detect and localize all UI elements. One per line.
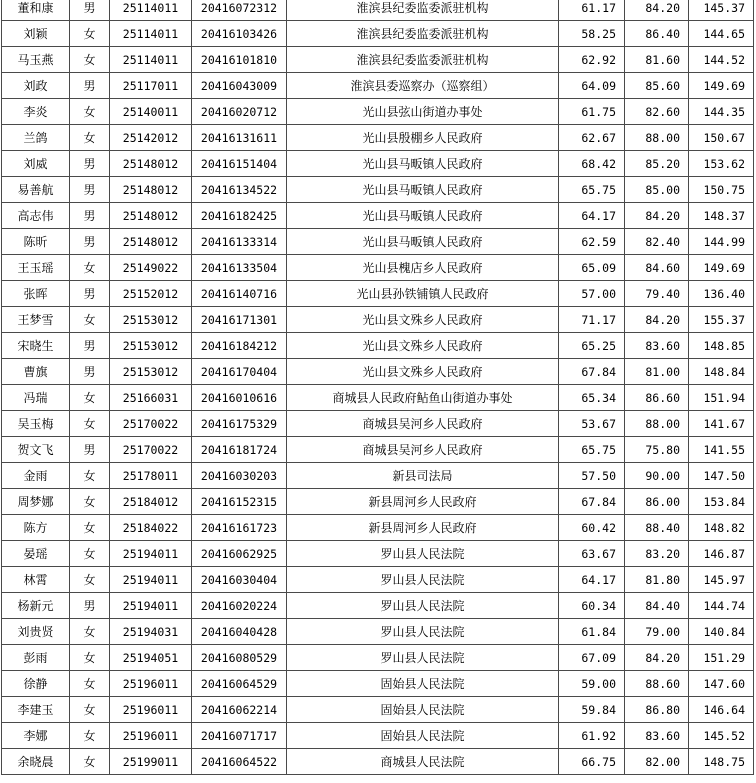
unit-cell: 新县司法局 [287,463,559,489]
unit-cell: 罗山县人民法院 [287,541,559,567]
interview-score-cell: 83.20 [625,541,689,567]
interview-score-cell: 85.60 [625,73,689,99]
unit-cell: 光山县孙铁铺镇人民政府 [287,281,559,307]
total-score-cell: 148.82 [689,515,754,541]
written-score-cell: 61.84 [559,619,625,645]
unit-cell: 光山县槐店乡人民政府 [287,255,559,281]
name-cell: 马玉燕 [2,47,70,73]
total-score-cell: 145.97 [689,567,754,593]
interview-score-cell: 84.60 [625,255,689,281]
total-score-cell: 155.37 [689,307,754,333]
name-cell: 金雨 [2,463,70,489]
name-cell: 兰鸽 [2,125,70,151]
table-row [2,593,754,619]
position-code-cell: 25153012 [110,307,192,333]
exam-id-cell: 20416010616 [192,385,287,411]
written-score-cell: 61.17 [559,0,625,21]
gender-cell: 女 [70,671,110,697]
unit-cell: 新县周河乡人民政府 [287,489,559,515]
gender-cell: 男 [70,73,110,99]
position-code-cell: 25196011 [110,723,192,749]
exam-id-cell: 20416152315 [192,489,287,515]
interview-score-cell: 81.80 [625,567,689,593]
total-score-cell: 150.67 [689,125,754,151]
table-row [2,99,754,125]
table-body [2,0,754,775]
position-code-cell: 25153012 [110,333,192,359]
exam-id-cell: 20416020712 [192,99,287,125]
interview-score-cell: 79.00 [625,619,689,645]
unit-cell: 淮滨县委巡察办（巡察组） [287,73,559,99]
position-code-cell: 25184012 [110,489,192,515]
name-cell: 李炎 [2,99,70,125]
name-cell: 周梦娜 [2,489,70,515]
gender-cell: 男 [70,177,110,203]
exam-id-cell: 20416062925 [192,541,287,567]
table-row [2,619,754,645]
position-code-cell: 25114011 [110,21,192,47]
unit-cell: 光山县弦山街道办事处 [287,99,559,125]
gender-cell: 女 [70,255,110,281]
table-row [2,47,754,73]
written-score-cell: 57.50 [559,463,625,489]
gender-cell: 女 [70,489,110,515]
unit-cell: 淮滨县纪委监委派驻机构 [287,0,559,21]
position-code-cell: 25148012 [110,177,192,203]
position-code-cell: 25148012 [110,151,192,177]
table-row [2,541,754,567]
exam-id-cell: 20416101810 [192,47,287,73]
written-score-cell: 65.25 [559,333,625,359]
interview-score-cell: 86.40 [625,21,689,47]
exam-id-cell: 20416040428 [192,619,287,645]
written-score-cell: 62.92 [559,47,625,73]
exam-id-cell: 20416072312 [192,0,287,21]
unit-cell: 光山县马畈镇人民政府 [287,151,559,177]
position-code-cell: 25199011 [110,749,192,775]
interview-score-cell: 84.20 [625,203,689,229]
total-score-cell: 140.84 [689,619,754,645]
unit-cell: 光山县马畈镇人民政府 [287,229,559,255]
position-code-cell: 25196011 [110,671,192,697]
unit-cell: 罗山县人民法院 [287,645,559,671]
written-score-cell: 61.75 [559,99,625,125]
total-score-cell: 146.87 [689,541,754,567]
name-cell: 陈昕 [2,229,70,255]
position-code-cell: 25194011 [110,593,192,619]
table-row [2,359,754,385]
table-row [2,21,754,47]
name-cell: 徐静 [2,671,70,697]
exam-id-cell: 20416080529 [192,645,287,671]
name-cell: 曹旗 [2,359,70,385]
position-code-cell: 25194031 [110,619,192,645]
unit-cell: 商城县吴河乡人民政府 [287,437,559,463]
exam-id-cell: 20416171301 [192,307,287,333]
gender-cell: 男 [70,151,110,177]
name-cell: 王梦雪 [2,307,70,333]
interview-score-cell: 85.00 [625,177,689,203]
position-code-cell: 25148012 [110,229,192,255]
exam-id-cell: 20416043009 [192,73,287,99]
written-score-cell: 59.00 [559,671,625,697]
name-cell: 杨新元 [2,593,70,619]
total-score-cell: 153.62 [689,151,754,177]
exam-id-cell: 20416182425 [192,203,287,229]
total-score-cell: 149.69 [689,73,754,99]
unit-cell: 光山县文殊乡人民政府 [287,359,559,385]
exam-id-cell: 20416131611 [192,125,287,151]
exam-id-cell: 20416064529 [192,671,287,697]
position-code-cell: 25194051 [110,645,192,671]
interview-score-cell: 86.60 [625,385,689,411]
total-score-cell: 145.52 [689,723,754,749]
gender-cell: 女 [70,723,110,749]
written-score-cell: 63.67 [559,541,625,567]
exam-id-cell: 20416175329 [192,411,287,437]
total-score-cell: 136.40 [689,281,754,307]
gender-cell: 女 [70,125,110,151]
interview-score-cell: 88.40 [625,515,689,541]
name-cell: 宋晓生 [2,333,70,359]
gender-cell: 女 [70,99,110,125]
total-score-cell: 144.52 [689,47,754,73]
written-score-cell: 64.17 [559,567,625,593]
interview-score-cell: 84.20 [625,645,689,671]
written-score-cell: 71.17 [559,307,625,333]
unit-cell: 商城县吴河乡人民政府 [287,411,559,437]
table-row [2,0,754,21]
total-score-cell: 151.94 [689,385,754,411]
table-row [2,411,754,437]
exam-id-cell: 20416030404 [192,567,287,593]
table-row [2,437,754,463]
gender-cell: 女 [70,463,110,489]
unit-cell: 光山县马畈镇人民政府 [287,203,559,229]
results-table [1,0,754,775]
table-row [2,697,754,723]
name-cell: 贺文飞 [2,437,70,463]
total-score-cell: 144.99 [689,229,754,255]
interview-score-cell: 81.00 [625,359,689,385]
exam-id-cell: 20416134522 [192,177,287,203]
gender-cell: 男 [70,281,110,307]
exam-id-cell: 20416140716 [192,281,287,307]
unit-cell: 罗山县人民法院 [287,567,559,593]
interview-score-cell: 84.20 [625,0,689,21]
table-row [2,645,754,671]
interview-score-cell: 86.00 [625,489,689,515]
gender-cell: 男 [70,333,110,359]
gender-cell: 男 [70,593,110,619]
name-cell: 陈方 [2,515,70,541]
total-score-cell: 144.65 [689,21,754,47]
position-code-cell: 25148012 [110,203,192,229]
written-score-cell: 67.84 [559,359,625,385]
exam-id-cell: 20416064522 [192,749,287,775]
name-cell: 董和康 [2,0,70,21]
interview-score-cell: 83.60 [625,723,689,749]
written-score-cell: 60.34 [559,593,625,619]
position-code-cell: 25114011 [110,0,192,21]
gender-cell: 女 [70,307,110,333]
gender-cell: 女 [70,385,110,411]
name-cell: 张晖 [2,281,70,307]
total-score-cell: 141.67 [689,411,754,437]
interview-score-cell: 88.00 [625,125,689,151]
name-cell: 吴玉梅 [2,411,70,437]
interview-score-cell: 84.40 [625,593,689,619]
exam-id-cell: 20416181724 [192,437,287,463]
written-score-cell: 53.67 [559,411,625,437]
gender-cell: 男 [70,229,110,255]
table-row [2,463,754,489]
total-score-cell: 148.37 [689,203,754,229]
position-code-cell: 25178011 [110,463,192,489]
unit-cell: 固始县人民法院 [287,697,559,723]
position-code-cell: 25149022 [110,255,192,281]
unit-cell: 新县周河乡人民政府 [287,515,559,541]
total-score-cell: 141.55 [689,437,754,463]
exam-id-cell: 20416151404 [192,151,287,177]
position-code-cell: 25170022 [110,411,192,437]
position-code-cell: 25166031 [110,385,192,411]
name-cell: 王玉瑶 [2,255,70,281]
table-row [2,333,754,359]
gender-cell: 女 [70,47,110,73]
written-score-cell: 62.67 [559,125,625,151]
table-row [2,749,754,775]
total-score-cell: 149.69 [689,255,754,281]
gender-cell: 男 [70,359,110,385]
interview-score-cell: 90.00 [625,463,689,489]
name-cell: 彭雨 [2,645,70,671]
position-code-cell: 25114011 [110,47,192,73]
total-score-cell: 148.84 [689,359,754,385]
table-row [2,255,754,281]
exam-id-cell: 20416103426 [192,21,287,47]
table-row [2,385,754,411]
interview-score-cell: 86.80 [625,697,689,723]
exam-id-cell: 20416062214 [192,697,287,723]
exam-id-cell: 20416133504 [192,255,287,281]
unit-cell: 商城县人民法院 [287,749,559,775]
written-score-cell: 66.75 [559,749,625,775]
table-row [2,229,754,255]
gender-cell: 女 [70,749,110,775]
total-score-cell: 147.50 [689,463,754,489]
name-cell: 李娜 [2,723,70,749]
name-cell: 李建玉 [2,697,70,723]
table-row [2,567,754,593]
position-code-cell: 25153012 [110,359,192,385]
gender-cell: 女 [70,567,110,593]
interview-score-cell: 75.80 [625,437,689,463]
total-score-cell: 153.84 [689,489,754,515]
exam-id-cell: 20416133314 [192,229,287,255]
table-row [2,515,754,541]
written-score-cell: 60.42 [559,515,625,541]
written-score-cell: 57.00 [559,281,625,307]
position-code-cell: 25140011 [110,99,192,125]
total-score-cell: 147.60 [689,671,754,697]
table-row [2,177,754,203]
table-row [2,307,754,333]
unit-cell: 固始县人民法院 [287,671,559,697]
unit-cell: 光山县殷棚乡人民政府 [287,125,559,151]
interview-score-cell: 88.00 [625,411,689,437]
interview-score-cell: 83.60 [625,333,689,359]
written-score-cell: 64.17 [559,203,625,229]
gender-cell: 女 [70,619,110,645]
gender-cell: 男 [70,437,110,463]
gender-cell: 女 [70,515,110,541]
name-cell: 刘政 [2,73,70,99]
unit-cell: 光山县文殊乡人民政府 [287,333,559,359]
unit-cell: 光山县文殊乡人民政府 [287,307,559,333]
written-score-cell: 68.42 [559,151,625,177]
gender-cell: 女 [70,21,110,47]
name-cell: 林霄 [2,567,70,593]
position-code-cell: 25194011 [110,541,192,567]
total-score-cell: 144.35 [689,99,754,125]
total-score-cell: 145.37 [689,0,754,21]
total-score-cell: 150.75 [689,177,754,203]
name-cell: 易善航 [2,177,70,203]
exam-id-cell: 20416184212 [192,333,287,359]
exam-id-cell: 20416161723 [192,515,287,541]
gender-cell: 女 [70,541,110,567]
written-score-cell: 65.75 [559,177,625,203]
unit-cell: 罗山县人民法院 [287,619,559,645]
written-score-cell: 65.09 [559,255,625,281]
table-row [2,151,754,177]
interview-score-cell: 82.40 [625,229,689,255]
written-score-cell: 64.09 [559,73,625,99]
position-code-cell: 25196011 [110,697,192,723]
total-score-cell: 148.85 [689,333,754,359]
position-code-cell: 25142012 [110,125,192,151]
name-cell: 冯瑞 [2,385,70,411]
written-score-cell: 59.84 [559,697,625,723]
position-code-cell: 25170022 [110,437,192,463]
name-cell: 余晓晨 [2,749,70,775]
unit-cell: 淮滨县纪委监委派驻机构 [287,47,559,73]
table-row [2,489,754,515]
table-row [2,281,754,307]
position-code-cell: 25184022 [110,515,192,541]
written-score-cell: 67.09 [559,645,625,671]
gender-cell: 男 [70,203,110,229]
interview-score-cell: 82.00 [625,749,689,775]
unit-cell: 淮滨县纪委监委派驻机构 [287,21,559,47]
total-score-cell: 151.29 [689,645,754,671]
table-row [2,73,754,99]
written-score-cell: 61.92 [559,723,625,749]
unit-cell: 固始县人民法院 [287,723,559,749]
table-row [2,671,754,697]
name-cell: 刘威 [2,151,70,177]
table-row [2,125,754,151]
interview-score-cell: 85.20 [625,151,689,177]
position-code-cell: 25152012 [110,281,192,307]
gender-cell: 女 [70,697,110,723]
name-cell: 高志伟 [2,203,70,229]
name-cell: 刘贵贤 [2,619,70,645]
gender-cell: 男 [70,0,110,21]
interview-score-cell: 82.60 [625,99,689,125]
written-score-cell: 67.84 [559,489,625,515]
gender-cell: 女 [70,645,110,671]
interview-score-cell: 88.60 [625,671,689,697]
total-score-cell: 144.74 [689,593,754,619]
table-row [2,203,754,229]
written-score-cell: 62.59 [559,229,625,255]
interview-score-cell: 79.40 [625,281,689,307]
table-row [2,723,754,749]
written-score-cell: 58.25 [559,21,625,47]
exam-id-cell: 20416071717 [192,723,287,749]
position-code-cell: 25194011 [110,567,192,593]
name-cell: 刘颖 [2,21,70,47]
total-score-cell: 146.64 [689,697,754,723]
position-code-cell: 25117011 [110,73,192,99]
interview-score-cell: 84.20 [625,307,689,333]
written-score-cell: 65.75 [559,437,625,463]
exam-id-cell: 20416030203 [192,463,287,489]
exam-id-cell: 20416170404 [192,359,287,385]
exam-id-cell: 20416020224 [192,593,287,619]
total-score-cell: 148.75 [689,749,754,775]
unit-cell: 罗山县人民法院 [287,593,559,619]
written-score-cell: 65.34 [559,385,625,411]
unit-cell: 商城县人民政府鲇鱼山街道办事处 [287,385,559,411]
gender-cell: 女 [70,411,110,437]
unit-cell: 光山县马畈镇人民政府 [287,177,559,203]
name-cell: 晏瑶 [2,541,70,567]
interview-score-cell: 81.60 [625,47,689,73]
